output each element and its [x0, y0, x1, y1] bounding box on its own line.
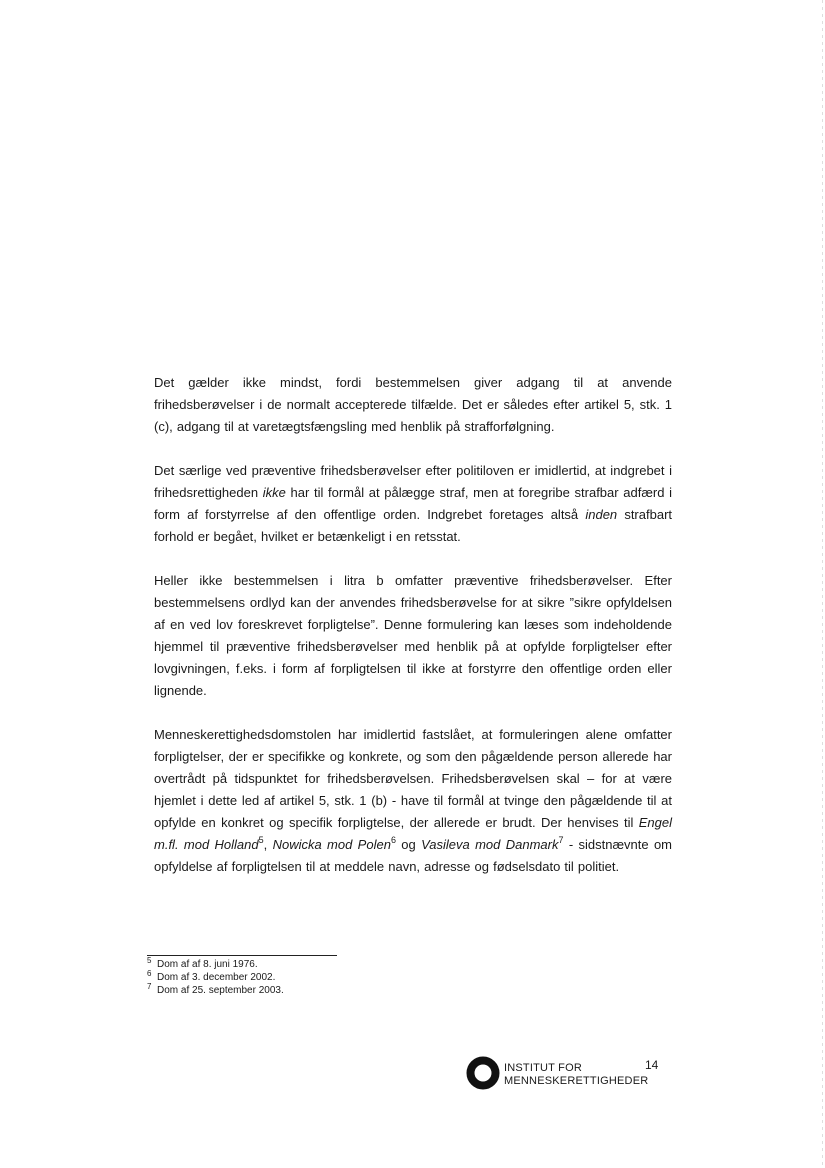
emphasis-ikke: ikke [262, 485, 286, 500]
footnote-number: 5 [147, 956, 152, 965]
footnote-ref-7: 7 [558, 834, 564, 845]
case-engel: Engel m.fl. mod Holland [154, 815, 672, 852]
case-vasileva: Vasileva mod Danmark [421, 837, 559, 852]
emphasis-inden: inden [585, 507, 618, 522]
institution-logo-text [504, 1062, 648, 1088]
footnote-number: 7 [147, 982, 152, 991]
footnote-ref-5: 5 [258, 834, 264, 845]
footnote-text: Dom af 3. december 2002. [157, 972, 276, 983]
paragraph-2-text-2: har til formål at pålægge straf, men at foregribe strafbar adfærd i form af forstyrrelse af den offentlige orden. Indgrebet foretages altså [154, 485, 672, 522]
logo-line-1: INSTITUT FOR [504, 1062, 582, 1074]
paragraph-4-text-4: - sidstnævnte om opfyldelse af forpligtelsen til at meddele navn, adresse og fødselsdato til politiet. [154, 837, 673, 874]
scan-edge [822, 0, 823, 1168]
circle-ring-icon [466, 1056, 500, 1090]
footnote-7 [147, 984, 447, 997]
footnote-number: 6 [147, 969, 152, 978]
body-text [154, 372, 672, 900]
footnote-divider [147, 955, 337, 956]
logo-line-2: MENNESKERETTIGHEDER [504, 1075, 649, 1087]
footnote-6 [147, 971, 447, 984]
paragraph-2-text-3: strafbart forhold er begået, hvilket er betænkeligt i en retsstat. [154, 507, 673, 544]
page-number: 14 [645, 1058, 659, 1072]
paragraph-4-text-2: , [263, 837, 273, 852]
paragraph-2 [154, 460, 672, 548]
paragraph-1: Det gælder ikke mindst, fordi bestemmelsen giver adgang til at anvende frihedsberøvelser i de normalt accepterede tilfælde. Det er således efter artikel 5, stk. 1 (c), adgang til at varetægtsfængsling med henblik på strafforfølgning. [154, 375, 672, 434]
footnote-text: Dom af af 8. juni 1976. [157, 959, 258, 970]
paragraph-4-text-1: Menneskerettighedsdomstolen har imidlertid fastslået, at formuleringen alene omfatter forpligtelser, der er specifikke og konkrete, og som den pågældende person allerede har overtrådt på tidspunktet for frihedsberøvelsen. Frihedsberøvelsen skal – for at være hjemlet i dette led af artikel 5, stk. 1 (b) - have til formål at tvinge den pågældende til at opfylde en konkret og specifik forpligtelse, der allerede er brudt. Der henvises til [154, 727, 672, 830]
footnote-text: Dom af 25. september 2003. [157, 985, 284, 996]
footnote-ref-6: 6 [390, 834, 396, 845]
paragraph-3: Heller ikke bestemmelsen i litra b omfatter præventive frihedsberøvelser. Efter bestemmelsens ordlyd kan der anvendes frihedsberøvelse for at sikre ”sikre opfyldelsen af en ved lov foreskrevet forpligtelse”. Denne formulering kan læses som indeholdende hjemmel til præventive frihedsberøvelser med henblik på at opfylde forpligtelser efter lovgivningen, f.eks. i form af forpligtelsen til ikke at forstyrre den offentlige orden eller lignende. [154, 573, 672, 698]
paragraph-4 [154, 724, 672, 878]
footnote-5 [147, 958, 447, 971]
paragraph-2-text-1: Det særlige ved præventive frihedsberøvelser efter politiloven er imidlertid, at indgrebet i frihedsrettigheden [154, 463, 672, 500]
footnotes [147, 958, 447, 997]
paragraph-4-text-3: og [395, 837, 422, 852]
case-nowicka: Nowicka mod Polen [272, 837, 391, 852]
